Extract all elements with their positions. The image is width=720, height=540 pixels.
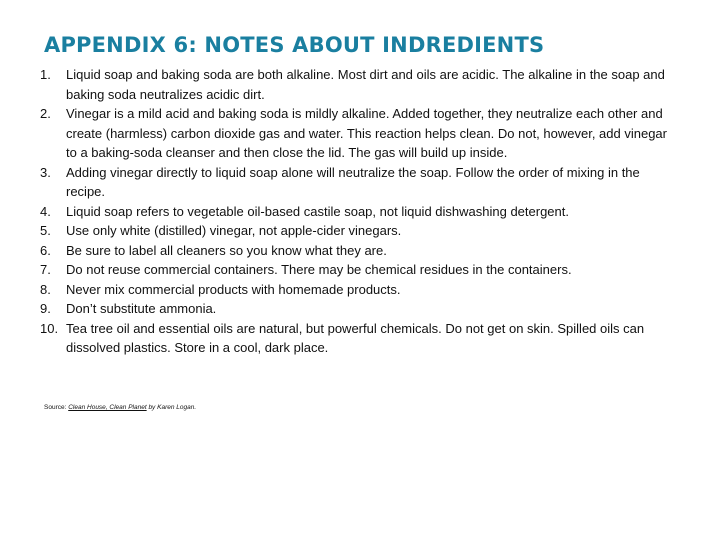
note-text: Never mix commercial products with homemade products. bbox=[66, 281, 401, 297]
notes-list bbox=[40, 65, 670, 358]
note-number: 7. bbox=[40, 262, 51, 277]
source-prefix: Source: bbox=[44, 404, 69, 411]
note-number: 9. bbox=[40, 301, 51, 316]
list-item bbox=[40, 241, 670, 261]
list-item bbox=[40, 163, 670, 202]
note-text: Be sure to label all cleaners so you know what they are. bbox=[66, 242, 387, 258]
list-item bbox=[40, 221, 670, 241]
note-number: 1. bbox=[40, 67, 51, 82]
source-book-link[interactable]: Clean House, Clean Planet bbox=[68, 404, 147, 411]
list-item bbox=[40, 104, 670, 163]
list-item bbox=[40, 319, 670, 358]
list-item bbox=[40, 260, 670, 280]
note-text: Use only white (distilled) vinegar, not apple-cider vinegars. bbox=[66, 223, 402, 238]
note-number: 3. bbox=[40, 164, 51, 180]
source-author: by Karen Logan. bbox=[146, 404, 197, 411]
note-text: Liquid soap refers to vegetable oil-based castile soap, not liquid dishwashing detergent. bbox=[66, 203, 569, 219]
note-text: Don’t substitute ammonia. bbox=[66, 301, 217, 316]
note-text: Adding vinegar directly to liquid soap alone will neutralize the soap. Follow the order of mixing in the recipe. bbox=[66, 164, 640, 199]
note-text: Liquid soap and baking soda are both alkaline. Most dirt and oils are acidic. The alkaline in the soap and baking soda neutralizes acidic dirt. bbox=[66, 67, 665, 102]
list-item bbox=[40, 299, 670, 319]
note-text: Vinegar is a mild acid and baking soda is mildly alkaline. Added together, they neutralize each other and create (harmless) carbon dioxide gas and water. This reaction helps clean. Do not, however, add vinegar to a baking-soda cleanser and then close the lid. The gas will build up inside. bbox=[66, 106, 667, 160]
note-number: 8. bbox=[40, 281, 51, 297]
note-number: 5. bbox=[40, 223, 51, 238]
page-title: APPENDIX 6: NOTES ABOUT INDREDIENTS bbox=[44, 33, 545, 57]
source-citation bbox=[44, 404, 196, 411]
note-number: 4. bbox=[40, 203, 51, 219]
note-number: 10. bbox=[40, 320, 59, 336]
list-item bbox=[40, 202, 670, 222]
list-item bbox=[40, 65, 670, 104]
note-number: 2. bbox=[40, 106, 51, 121]
list-item bbox=[40, 280, 670, 300]
note-text: Do not reuse commercial containers. There may be chemical residues in the containers. bbox=[66, 262, 572, 277]
note-text: Tea tree oil and essential oils are natural, but powerful chemicals. Do not get on skin. Spilled oils can dissolved plastics. Store in a cool, dark place. bbox=[66, 320, 645, 355]
note-number: 6. bbox=[40, 242, 51, 258]
